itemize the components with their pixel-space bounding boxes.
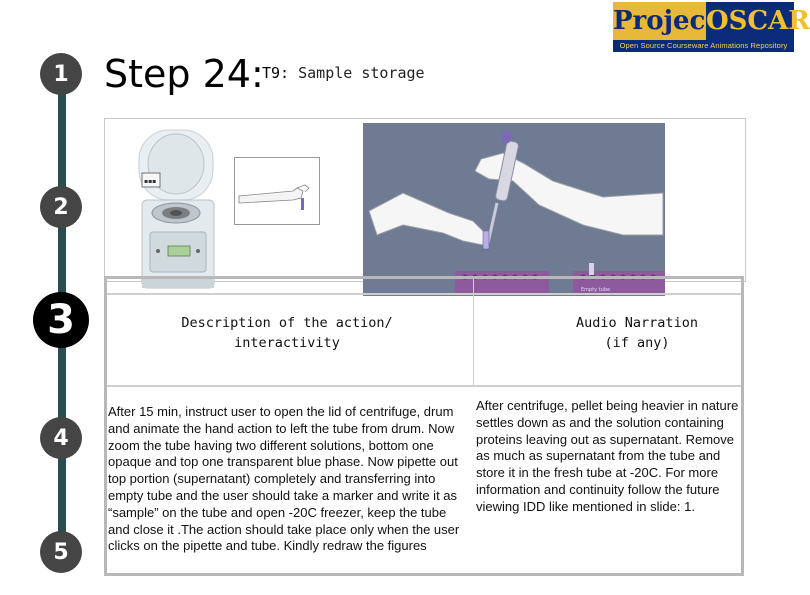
description-header: Description of the action/ interactivity <box>181 315 393 351</box>
step-4-button[interactable]: 4 <box>40 417 82 459</box>
empty-tube-label: Empty tube <box>581 287 611 293</box>
logo-word-oscar: OSCAR <box>706 6 810 36</box>
svg-text:▪▪▪: ▪▪▪ <box>144 178 157 185</box>
description-text: After 15 min, instruct user to open the lid of centrifuge, drum and animate the hand action to left the tube from drum. Now zoom the tube having two different solutions, bottom one opaque and top one transparent blue phase. Now pipette out top portion (supernatant) completely and transferring into empty tube and the user should take a marker and write it as “sample” on the tube and open -20C freezer, keep the tube and close it .The action should take place only when the user clicks on the pipette and tube. Kindly redraw the figures <box>108 404 460 554</box>
narration-text: After centrifuge, pellet being heavier in nature settles down as and the solution containing proteins leaving out as supernatant. Remove as much as supernatant from the tube and store it in the fresh tube at -20C. For more information and continuity follow the future viewing IDD like mentioned in slide: 1. <box>476 398 739 514</box>
step-3-button-active[interactable]: 3 <box>33 292 89 348</box>
page-subtitle <box>262 64 425 82</box>
pipette-transfer-image[interactable] <box>363 123 665 296</box>
subtitle-prefix: T9: <box>262 64 290 82</box>
page-title: Step 24: <box>104 52 264 96</box>
subtitle-text: Sample storage <box>298 64 425 82</box>
step-2-button[interactable]: 2 <box>40 186 82 228</box>
step-1-button[interactable]: 1 <box>40 53 82 95</box>
step-5-button[interactable]: 5 <box>40 531 82 573</box>
centrifuge-image[interactable] <box>136 128 221 290</box>
narration-header: Audio Narration (if any) <box>576 315 698 351</box>
logo-tagline: Open Source Courseware Animations Repository <box>613 40 794 52</box>
storyboard-table <box>104 276 744 576</box>
hand-lift-tube-image[interactable] <box>234 157 320 225</box>
project-oscar-logo <box>613 2 810 52</box>
logo-word-project: Project <box>613 2 706 40</box>
